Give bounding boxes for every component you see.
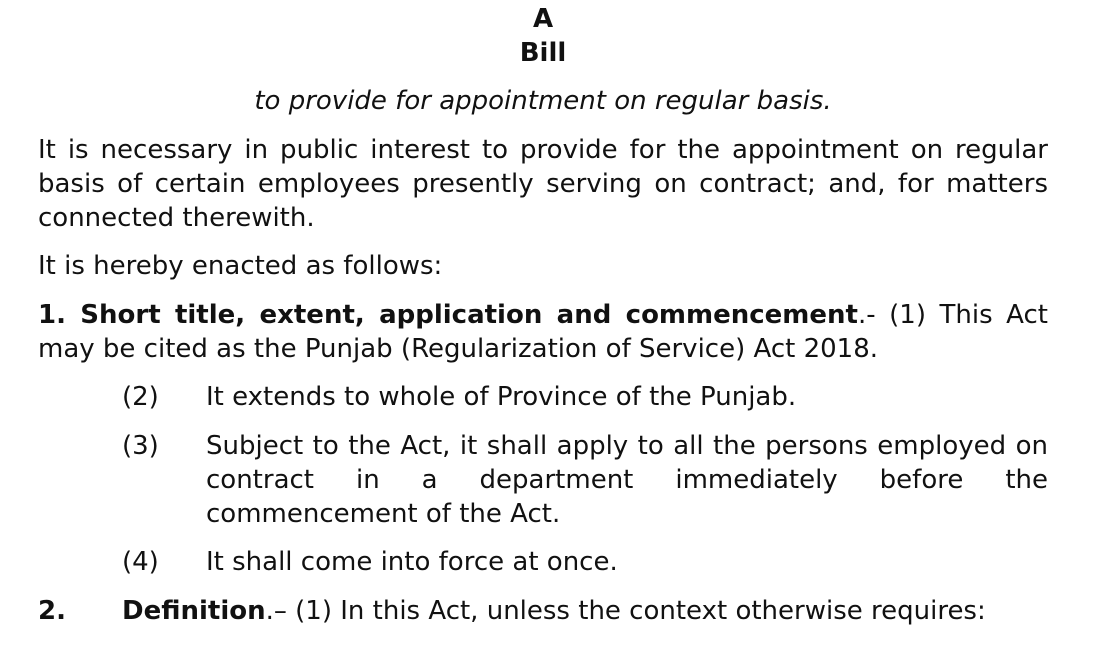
preamble-paragraph: It is necessary in public interest to provide for the appointment on regular basis of certain employees presently serving on contract; and, for matters connected therewith. <box>38 135 1048 233</box>
subsection-text: Subject to the Act, it shall apply to all the persons employed on contract in a department immediately before the commencement of the Act. <box>206 431 1048 529</box>
subsection-number: (3) <box>122 431 159 461</box>
bill-subtitle: to provide for appointment on regular basis. <box>254 86 832 116</box>
subsection-2 <box>122 380 1048 414</box>
section-2-text: .– (1) In this Act, unless the context otherwise requires: <box>265 596 986 626</box>
section-2-number: 2. <box>38 596 66 626</box>
enactment-clause: It is hereby enacted as follows: <box>38 251 443 281</box>
subsection-number: (4) <box>122 547 159 577</box>
subsection-text: It shall come into force at once. <box>206 547 618 577</box>
subsection-text: It extends to whole of Province of the Punjab. <box>206 382 797 412</box>
subsection-4 <box>122 545 1048 579</box>
section-2-heading: Definition <box>122 596 266 626</box>
section-2-paragraph <box>38 594 1048 628</box>
subsection-number: (2) <box>122 382 159 412</box>
section-1-heading: 1. Short title, extent, application and commencement <box>38 300 858 330</box>
heading-bill: Bill <box>519 38 567 68</box>
subsection-3 <box>122 429 1048 531</box>
section-1-text: .- (1) This Act may be cited as the Punjab (Regularization of Service) Act 2018. <box>38 300 1048 364</box>
section-1-paragraph <box>38 298 1048 366</box>
heading-a: A <box>532 4 554 34</box>
